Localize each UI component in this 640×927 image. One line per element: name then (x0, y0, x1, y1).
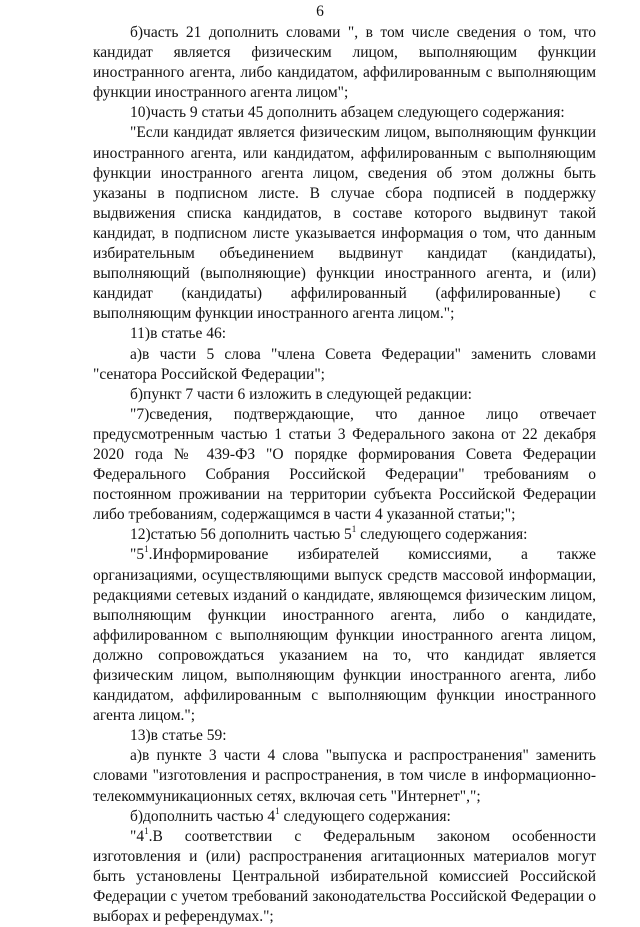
paragraph-item-11: 11)в статье 46: (130, 325, 227, 343)
part-4-1-number: "4 (130, 827, 145, 845)
part-4-1-superscript: 1 (144, 825, 149, 836)
part-5-1-number: "5 (130, 546, 145, 564)
item-12-superscript: 1 (351, 524, 357, 535)
paragraph-item-13a: а)в пункте 3 части 4 слова "выпуска и распространения" заменить словами "изготовления и распространения, в том числе в информационно-телекоммуникационных сетях, включая сеть "Интернет","; (93, 747, 596, 805)
paragraph-part-4-1 (93, 827, 596, 927)
part-4-1-text: .В соответствии с Федеральным законом особенности изготовления и (или) распространения агитационных материалов могут быть установлены Центральной избирательной комиссией Российской Федерации с учетом требований законодательства Российской Федерации о выборах и референдумах."; (93, 827, 596, 926)
paragraph-part-5-1 (93, 545, 596, 726)
part-5-1-superscript: 1 (144, 544, 149, 555)
item-13b-text-start: б)дополнить частью 4 (130, 807, 276, 825)
paragraph-point-7: "7)сведения, подтверждающие, что данное лицо отвечает предусмотренным частью 1 статьи 3 Федерального закона от 22 декабря 2020 года № 439-ФЗ "О порядке формирования Совета Федерации Федерального Собрания Российской Федерации" требованиям о постоянном проживании на территории субъекта Российской Федерации либо требованиям, содержащимся в части 4 указанной статьи;"; (93, 405, 596, 524)
part-5-1-text: .Информирование избирателей комиссиями, а также организациями, осуществляющими выпуск средств массовой информации, редакциями сетевых изданий о кандидате, являющемся физическим лицом, выполняющим функции иностранного агента, либо о кандидате, аффилированном с выполняющим функции иностранного агента лицом, должно сопровождаться указанием на то, что кандидат является физическим лицом, выполняющим функции иностранного агента, либо кандидатом, аффилированным с выполняющим функции иностранного агента лицом."; (93, 546, 596, 725)
paragraph-item-11a: а)в части 5 слова "члена Совета Федерации" заменить словами "сенатора Российской Федерации"; (93, 345, 596, 383)
paragraph-item-12 (93, 525, 596, 545)
paragraph-item-13b (93, 807, 596, 827)
paragraph-item-11b: б)пункт 7 части 6 изложить в следующей редакции: (130, 385, 472, 403)
item-13b-text-end: следующего содержания: (279, 807, 451, 825)
page-number: 6 (316, 3, 324, 20)
paragraph-item-10: 10)часть 9 статьи 45 дополнить абзацем следующего содержания: (130, 104, 565, 122)
paragraph-amendment-part-21: б)часть 21 дополнить словами ", в том числе сведения о том, что кандидат является физическим лицом, выполняющим функции иностранного агента, либо кандидатом, аффилированным с выполняющим функции иностранного агента лицом"; (93, 24, 596, 102)
document-body (93, 23, 596, 927)
item-12-text-start: 12)статью 56 дополнить частью 5 (130, 526, 352, 544)
paragraph-item-13: 13)в статье 59: (130, 727, 227, 745)
paragraph-signature-sheet-text: "Если кандидат является физическим лицом, выполняющим функции иностранного агента, или кандидатом, аффилированным с выполняющим функции иностранного агента лицом, сведения об этом должны быть указаны в подписном листе. В случае сбора подписей в поддержку выдвижения списка кандидатов, в составе которого выдвинут такой кандидат, в подписном листе указывается информация о том, что данным избирательным объединением выдвинут кандидат (кандидаты), выполняющий (выполняющие) функции иностранного агента, и (или) кандидат (кандидаты) аффилированный (аффилированные) с выполняющим функции иностранного агента лицом."; (93, 124, 596, 323)
item-13b-superscript: 1 (275, 805, 280, 816)
item-12-text-end: следующего содержания: (356, 526, 528, 544)
